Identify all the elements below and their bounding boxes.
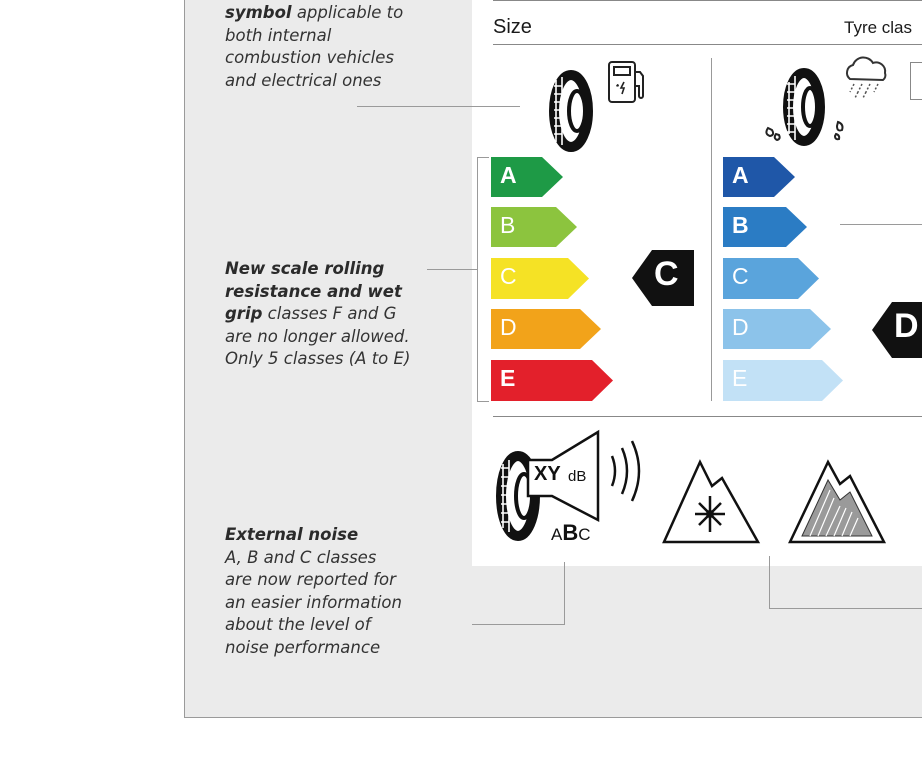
noise-class-c: C <box>578 525 591 544</box>
fuel-letter-e: E <box>500 365 516 391</box>
fuel-letter-c: C <box>500 263 517 289</box>
label-column-divider <box>711 58 712 401</box>
note-noise-line: noise performance <box>225 637 381 657</box>
note-symbol <box>225 2 455 92</box>
connector-snow-h <box>769 608 922 609</box>
note-noise-line: an easier information <box>225 592 402 612</box>
connector-wet <box>840 224 922 225</box>
cropped-icon-edge <box>910 62 922 100</box>
note-scale-bold: resistance and wet <box>225 281 402 301</box>
note-noise-title: External noise <box>225 525 359 544</box>
connector-noise-v <box>564 562 565 624</box>
size-label: Size <box>493 16 532 38</box>
fuel-letter-d: D <box>500 314 517 340</box>
scale-bracket <box>477 157 478 401</box>
fuel-tyre-icon <box>540 72 602 150</box>
scale-bracket-bottom <box>477 401 489 402</box>
note-noise-line: are now reported for <box>225 570 396 589</box>
note-symbol-line: both internal <box>225 25 332 45</box>
snow-mountain-icon <box>662 456 760 544</box>
noise-class-b: B <box>562 520 579 545</box>
noise-value: XY <box>534 463 561 485</box>
sound-waves-icon <box>608 440 648 502</box>
note-symbol-bold: symbol <box>225 3 292 22</box>
note-scale-line: are no longer allowed. <box>225 326 410 346</box>
rain-cloud-icon <box>840 57 894 99</box>
noise-class-a: A <box>551 525 563 544</box>
note-symbol-rest: applicable to <box>291 3 404 22</box>
connector-noise-h <box>472 624 565 625</box>
wet-tyre-icon <box>764 70 852 150</box>
note-symbol-line: combustion vehicles <box>225 48 394 67</box>
fuel-letter-b: B <box>500 212 516 238</box>
note-scale-rest: classes F and G <box>262 304 397 323</box>
fuel-class-letter: C <box>654 255 679 293</box>
scale-bracket-top <box>477 157 489 158</box>
wet-letter-b: B <box>732 212 749 238</box>
wet-letter-e: E <box>732 365 748 391</box>
note-scale-line: Only 5 classes (A to E) <box>225 349 411 368</box>
note-scale <box>225 258 455 371</box>
wet-class-letter: D <box>894 307 919 345</box>
note-scale-bold: New scale rolling <box>225 259 385 278</box>
fuel-letter-a: A <box>500 162 517 188</box>
tyre-class-label: Tyre clas <box>844 18 913 37</box>
label-noise-rule <box>493 416 922 417</box>
note-scale-bold: grip <box>225 304 263 323</box>
connector-snow-v <box>769 556 770 608</box>
wet-letter-d: D <box>732 314 749 340</box>
connector-scale <box>427 269 477 270</box>
noise-unit: dB <box>568 468 587 485</box>
note-symbol-line: and electrical ones <box>225 70 382 90</box>
fuel-pump-icon <box>606 58 646 106</box>
wet-letter-a: A <box>732 162 749 188</box>
ice-mountain-icon <box>788 456 886 544</box>
wet-letter-c: C <box>732 263 749 289</box>
label-top-rule <box>493 0 922 1</box>
label-header-rule <box>493 44 922 45</box>
connector-symbol <box>357 106 520 107</box>
note-noise-line: A, B and C classes <box>225 547 377 567</box>
noise-classes <box>551 520 591 546</box>
note-noise <box>225 524 455 659</box>
note-noise-line: about the level of <box>225 615 371 634</box>
